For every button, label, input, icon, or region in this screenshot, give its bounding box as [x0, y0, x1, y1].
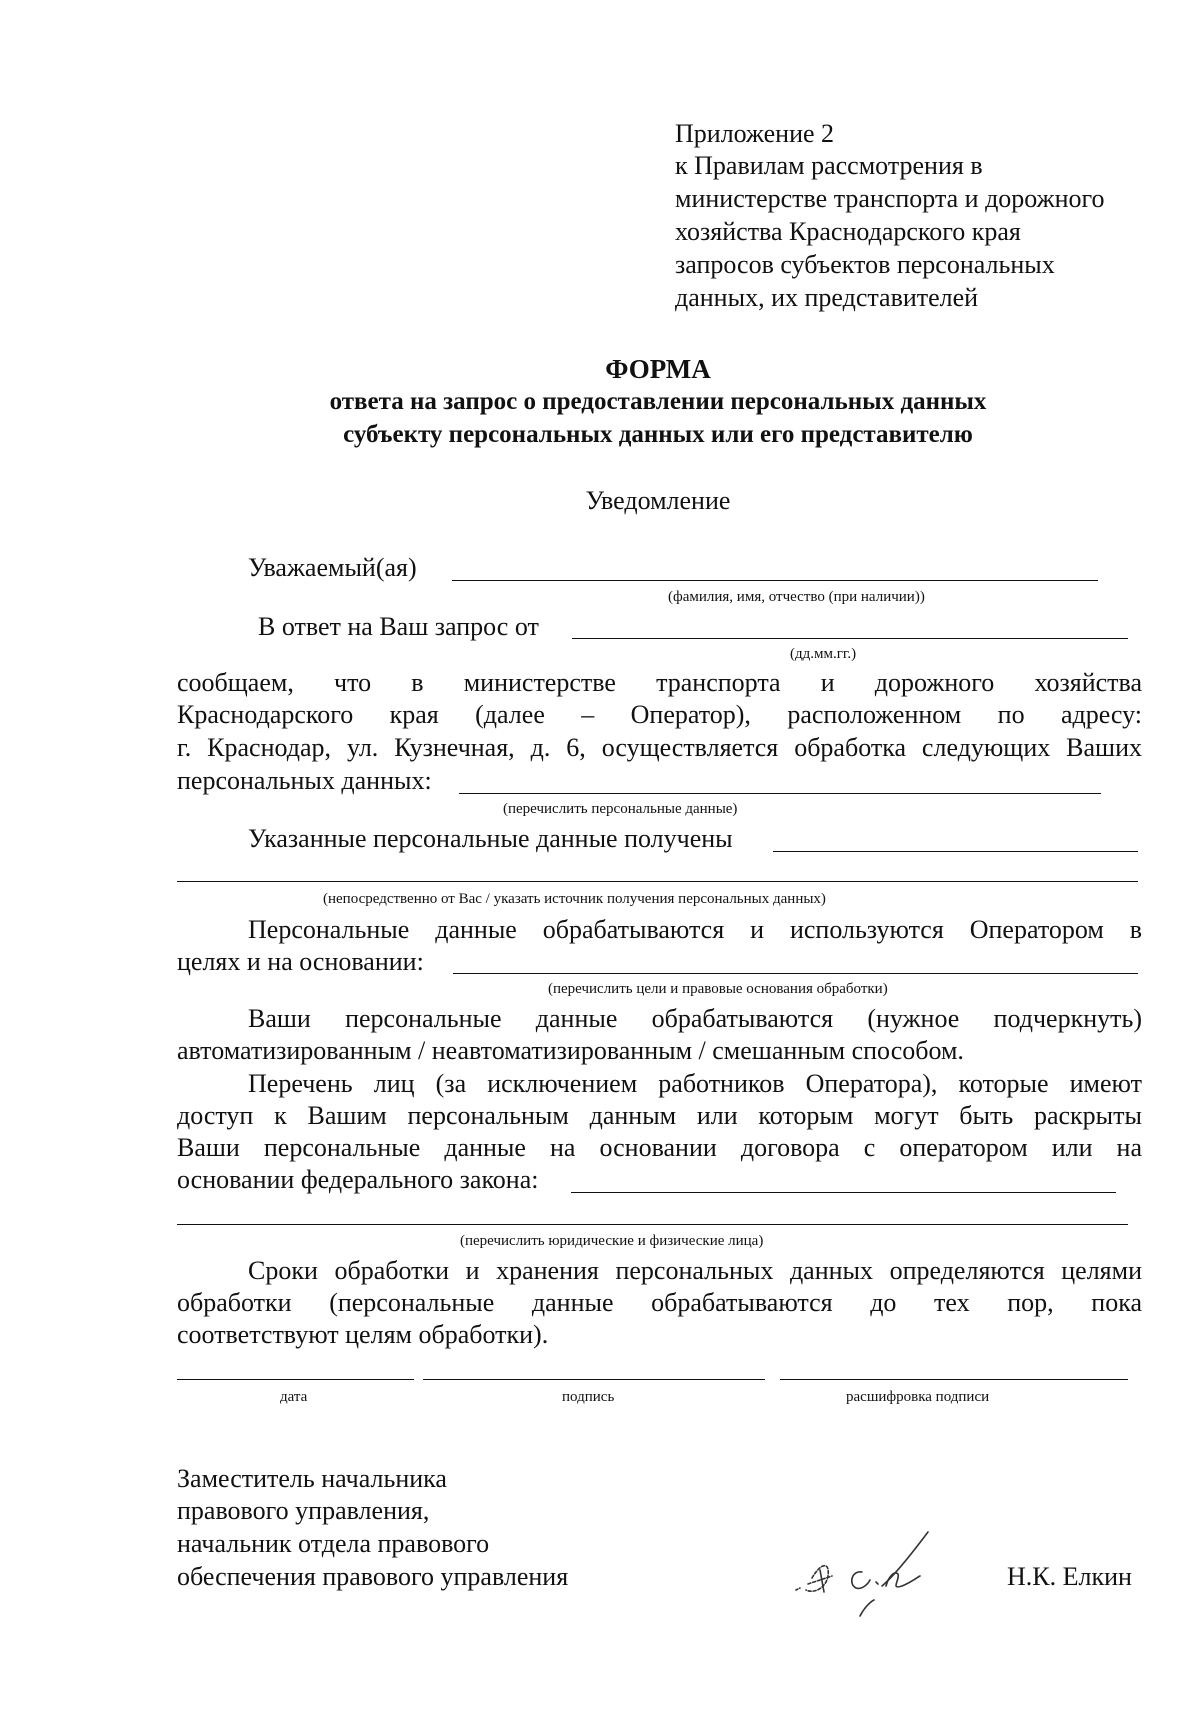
notice-heading: Уведомление	[585, 486, 731, 515]
signatory-title-line: обеспечения правового управления	[177, 1562, 569, 1591]
decode-caption: расшифровка подписи	[846, 1389, 990, 1405]
appendix-line: министерстве транспорта и дорожного	[675, 184, 1105, 213]
personal-data-blank-line[interactable]	[459, 793, 1101, 794]
persons-hint: (перечислить юридические и физические лица)	[460, 1233, 764, 1249]
date-caption: дата	[280, 1389, 308, 1405]
source-blank-line-1[interactable]	[773, 851, 1138, 852]
signatory-title-line: начальник отдела правового	[177, 1529, 490, 1558]
paragraph-6-line-2: обработки (персональные данные обрабатываются до тех пор, пока	[177, 1288, 1142, 1317]
paragraph-6-line-1: Сроки обработки и хранения персональных данных определяются целями	[248, 1256, 1142, 1285]
paragraph-5-line-2: доступ к Вашим персональным данным или которым могут быть раскрыты	[177, 1101, 1142, 1130]
signatory-name: Н.К. Елкин	[1007, 1562, 1132, 1591]
form-subtitle-line-1: ответа на запрос о предоставлении персональных данных	[329, 388, 987, 415]
paragraph-6-line-3: соответствуют целям обработки).	[177, 1320, 549, 1349]
paragraph-2-line-1: Указанные персональные данные получены	[248, 824, 733, 853]
signature-caption: подпись	[562, 1389, 615, 1405]
paragraph-1-line-3: г. Краснодар, ул. Кузнечная, д. 6, осуществляется обработка следующих Ваших	[177, 733, 1142, 762]
salutation-blank-line[interactable]	[452, 580, 1098, 581]
date-blank-line[interactable]	[177, 1379, 414, 1380]
purposes-blank-line[interactable]	[453, 973, 1138, 974]
request-date-hint: (дд.мм.гг.)	[790, 646, 857, 662]
paragraph-3-line-2: целях и на основании:	[177, 947, 424, 976]
signatory-title-line: правового управления,	[177, 1496, 430, 1525]
paragraph-5-line-1: Перечень лиц (за исключением работников Оператора), которые имеют	[248, 1069, 1142, 1098]
request-date-label: В ответ на Ваш запрос от	[258, 612, 539, 641]
form-subtitle-line-2: субъекту персональных данных или его представителю	[343, 421, 973, 448]
paragraph-5-line-4: основании федерального закона:	[177, 1165, 539, 1194]
paragraph-3-line-1: Персональные данные обрабатываются и используются Оператором в	[248, 915, 1142, 944]
appendix-line: запросов субъектов персональных	[675, 250, 1055, 279]
personal-data-hint: (перечислить персональные данные)	[503, 801, 738, 817]
paragraph-5-line-3: Ваши персональные данные на основании договора с оператором или на	[177, 1133, 1142, 1162]
paragraph-1-line-2: Краснодарского края (далее – Оператор), расположенном по адресу:	[177, 700, 1142, 729]
handwritten-signature	[790, 1520, 970, 1630]
purposes-hint: (перечислить цели и правовые основания обработки)	[548, 981, 888, 997]
paragraph-1-line-1: сообщаем, что в министерстве транспорта и дорожного хозяйства	[177, 668, 1142, 697]
paragraph-1-line-4: персональных данных:	[177, 766, 432, 795]
signatory-title-line: Заместитель начальника	[177, 1464, 447, 1493]
persons-blank-line-1[interactable]	[571, 1192, 1116, 1193]
request-date-blank-line[interactable]	[572, 638, 1128, 639]
appendix-line: к Правилам рассмотрения в	[675, 151, 983, 180]
form-title: ФОРМА	[605, 354, 711, 384]
paragraph-4-line-2: автоматизированным / неавтоматизированным / смешанным способом.	[177, 1036, 964, 1065]
source-hint: (непосредственно от Вас / указать источник получения персональных данных)	[323, 891, 826, 907]
appendix-line: Приложение 2	[675, 119, 835, 148]
appendix-line: данных, их представителей	[675, 283, 979, 312]
persons-blank-line-2[interactable]	[177, 1224, 1128, 1225]
decode-blank-line[interactable]	[780, 1379, 1128, 1380]
appendix-line: хозяйства Краснодарского края	[675, 217, 1021, 246]
salutation-hint: (фамилия, имя, отчество (при наличии))	[668, 589, 925, 605]
source-blank-line-2[interactable]	[177, 881, 1138, 882]
salutation-label: Уважаемый(ая)	[248, 553, 417, 582]
paragraph-4-line-1: Ваши персональные данные обрабатываются (нужное подчеркнуть)	[248, 1004, 1142, 1033]
signature-blank-line[interactable]	[423, 1379, 765, 1380]
